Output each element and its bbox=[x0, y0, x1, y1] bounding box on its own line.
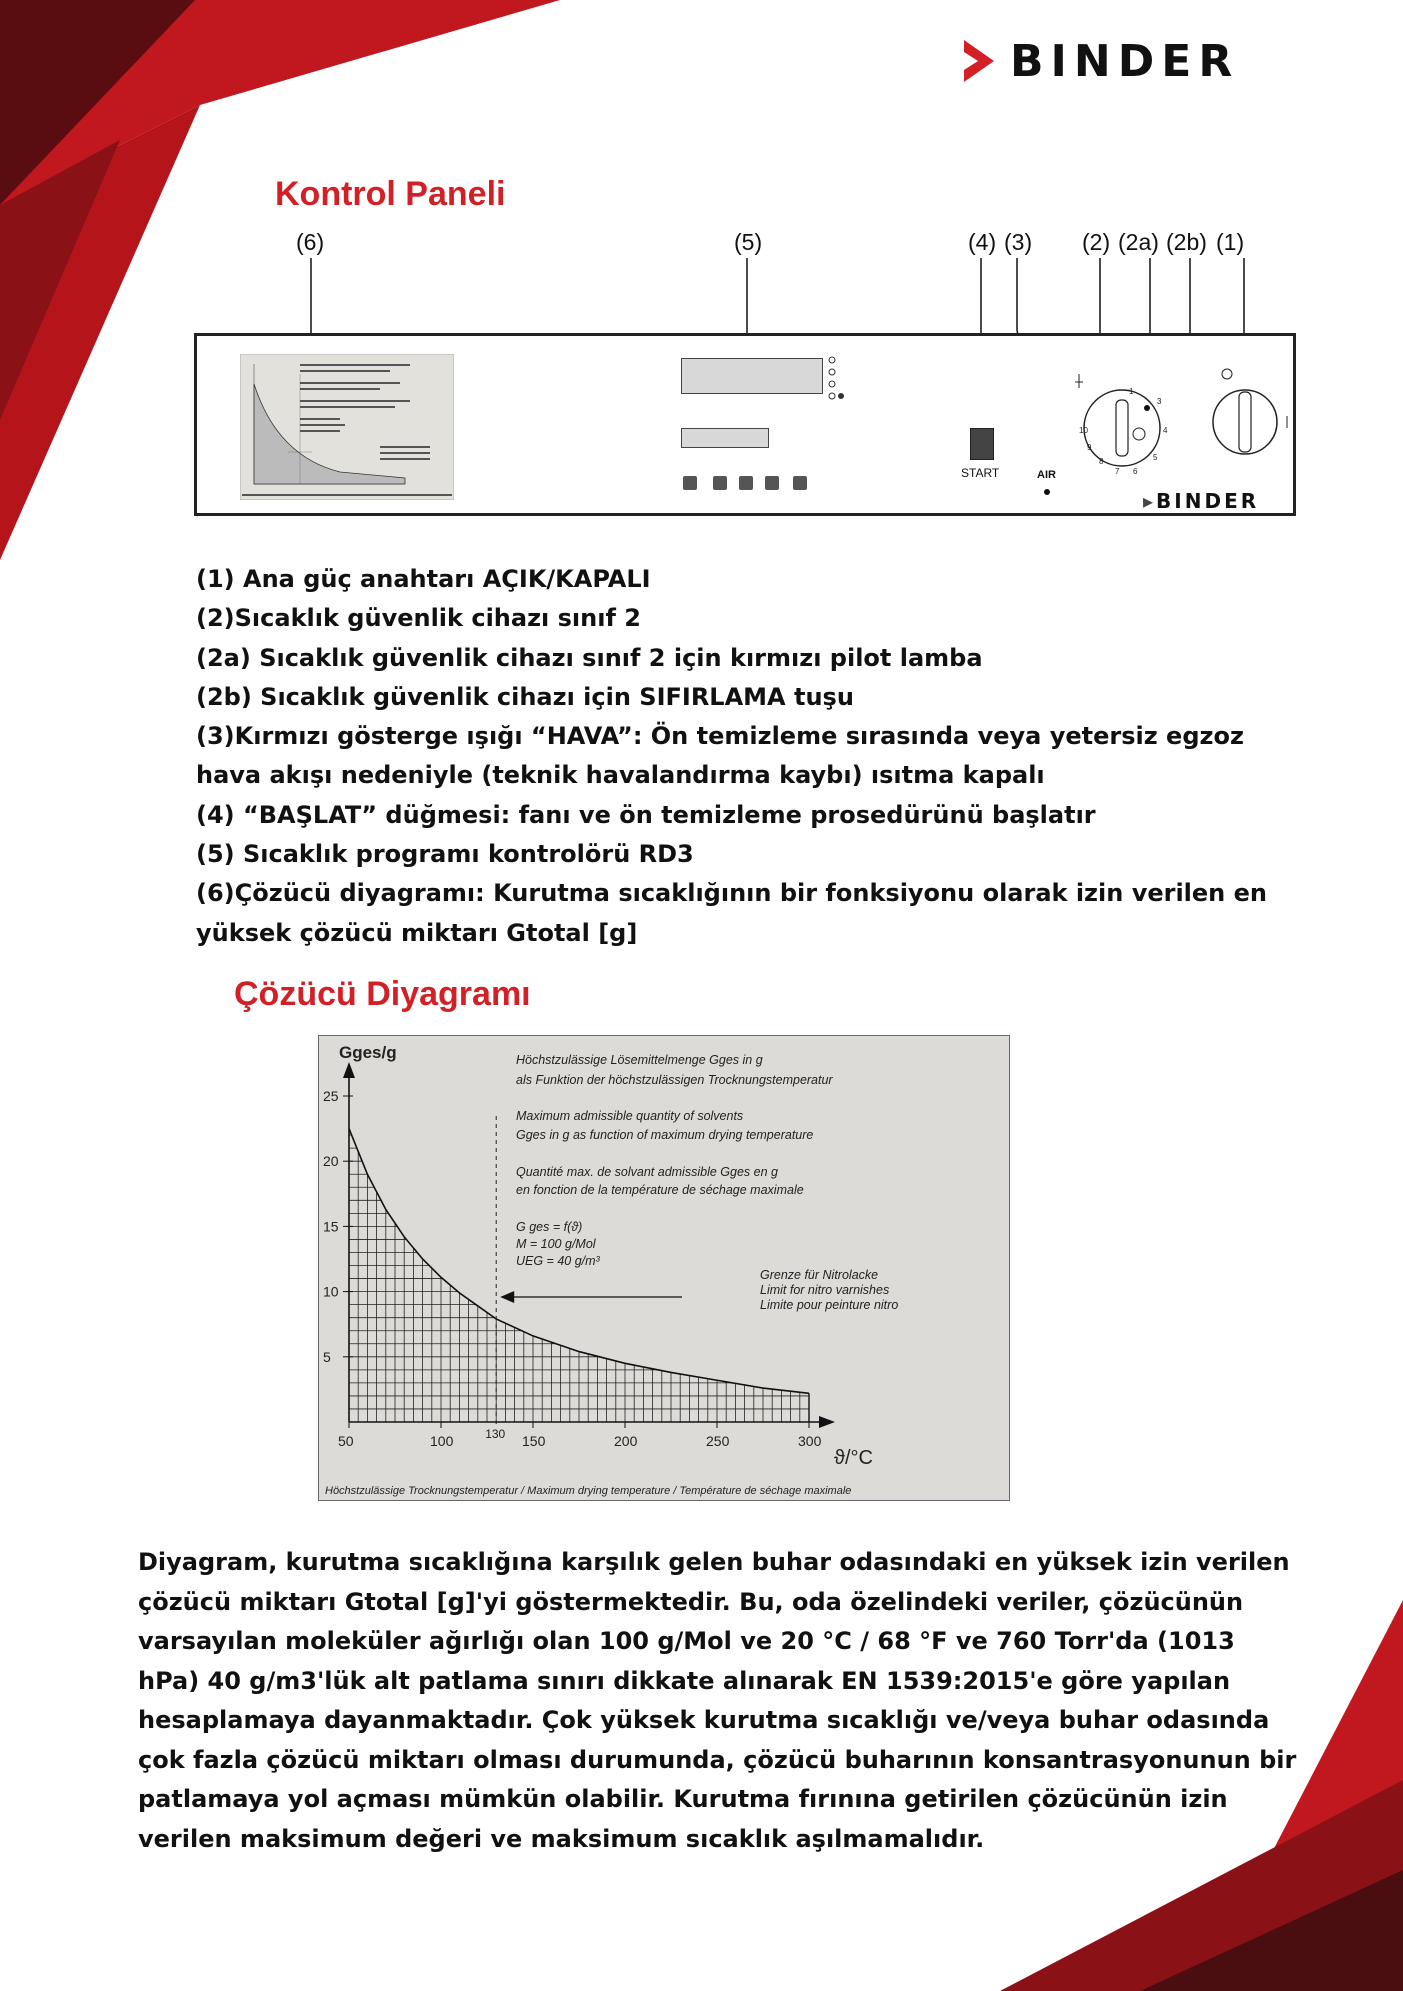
x-tick-label: 200 bbox=[614, 1433, 638, 1449]
x-tick-label: 100 bbox=[430, 1433, 454, 1449]
callout-5: (5) bbox=[734, 229, 763, 255]
x-tick-label: 300 bbox=[798, 1433, 822, 1449]
solvent-chart bbox=[319, 1036, 1011, 1502]
svg-text:6: 6 bbox=[1133, 467, 1138, 476]
y-tick-label: 20 bbox=[323, 1153, 339, 1170]
svg-text:10: 10 bbox=[1079, 426, 1088, 435]
annotation-en-2: Gges in g as function of maximum drying temperature bbox=[516, 1128, 814, 1142]
y-axis-label: Gges/g bbox=[339, 1043, 397, 1062]
annotation-fr-2: en fonction de la température de séchage maximale bbox=[516, 1183, 804, 1197]
temperature-safety-dial[interactable] bbox=[1057, 358, 1197, 488]
annotation-formula-2: M = 100 g/Mol bbox=[516, 1237, 596, 1251]
x-tick-label: 150 bbox=[522, 1433, 546, 1449]
x-tick-label: 50 bbox=[338, 1433, 354, 1449]
solvent-chart-thumbnail bbox=[240, 354, 454, 500]
controller-display-main bbox=[681, 358, 823, 394]
callout-3: (3) bbox=[1004, 229, 1033, 255]
brand-name: BINDER bbox=[1010, 35, 1240, 87]
legend-item: (6)Çözücü diyagramı: Kurutma sıcaklığının bir fonksiyonu olarak izin verilen en yüksek çözücü miktarı Gtotal [g] bbox=[196, 879, 1267, 947]
control-panel-legend bbox=[196, 560, 1296, 953]
annotation-nitro-1: Grenze für Nitrolacke bbox=[760, 1268, 879, 1282]
annotation-en-1: Maximum admissible quantity of solvents bbox=[516, 1109, 744, 1123]
chart-footer: Höchstzulässige Trocknungstemperatur / Maximum drying temperature / Température de séchage maximale bbox=[325, 1485, 852, 1497]
legend-item: (5) Sıcaklık programı kontrolörü RD3 bbox=[196, 840, 694, 869]
legend-item: (2)Sıcaklık güvenlik cihazı sınıf 2 bbox=[196, 604, 641, 633]
legend-item: (1) Ana güç anahtarı AÇIK/KAPALI bbox=[196, 565, 651, 593]
legend-item: (4) “BAŞLAT” düğmesi: fanı ve ön temizleme prosedürünü başlatır bbox=[196, 800, 1096, 829]
legend-item: (2b) Sıcaklık güvenlik cihazı için SIFIRLAMA tuşu bbox=[196, 682, 854, 711]
legend-item: (2a) Sıcaklık güvenlik cihazı sınıf 2 için kırmızı pilot lamba bbox=[196, 643, 983, 672]
legend-item: (3)Kırmızı gösterge ışığı “HAVA”: Ön temizleme sırasında veya yetersiz egzoz hava akışı nedeniyle (teknik havalandırma kaybı) ısıtma kapalı bbox=[196, 722, 1244, 790]
callout-1: (1) bbox=[1216, 229, 1245, 255]
x-axis-arrow bbox=[819, 1416, 835, 1428]
annotation-formula-3: UEG = 40 g/m³ bbox=[516, 1254, 600, 1268]
x-tick-label: 250 bbox=[706, 1433, 730, 1449]
start-button[interactable] bbox=[970, 428, 994, 460]
y-tick-label: 15 bbox=[323, 1218, 339, 1235]
main-power-switch[interactable] bbox=[1187, 366, 1297, 476]
solvent-diagram bbox=[318, 1035, 1010, 1501]
marker-label: 130 bbox=[485, 1427, 506, 1441]
controller-display-secondary bbox=[681, 428, 769, 448]
x-axis-label: ϑ/°C bbox=[834, 1447, 873, 1469]
svg-text:8: 8 bbox=[1099, 457, 1104, 466]
svg-text:3: 3 bbox=[1157, 397, 1162, 406]
callout-2b: (2b) bbox=[1166, 229, 1207, 255]
annotation-nitro-2: Limit for nitro varnishes bbox=[760, 1283, 890, 1297]
y-tick-label: 5 bbox=[323, 1348, 331, 1365]
nitro-arrow-head bbox=[500, 1291, 514, 1303]
callout-2: (2) bbox=[1082, 229, 1111, 255]
svg-text:9: 9 bbox=[1087, 443, 1092, 452]
y-tick-label: 10 bbox=[323, 1283, 339, 1300]
indicator-leds bbox=[827, 354, 847, 402]
solvent-diagram-heading: Çözücü Diyagramı bbox=[234, 975, 531, 1013]
svg-text:1: 1 bbox=[1129, 387, 1134, 396]
annotation-de-2: als Funktion der höchstzulässigen Trocknungstemperatur bbox=[516, 1073, 833, 1087]
callout-6: (6) bbox=[296, 229, 325, 255]
svg-text:5: 5 bbox=[1153, 453, 1158, 462]
callout-2a: (2a) bbox=[1118, 229, 1159, 255]
y-axis-arrow bbox=[343, 1062, 355, 1078]
svg-text:4: 4 bbox=[1163, 426, 1168, 435]
control-panel-illustration bbox=[194, 333, 1296, 516]
annotation-nitro-3: Limite pour peinture nitro bbox=[760, 1298, 899, 1312]
panel-brand: ▸BINDER bbox=[1143, 489, 1260, 513]
air-indicator-light bbox=[1044, 489, 1050, 495]
y-tick-label: 25 bbox=[323, 1088, 339, 1104]
annotation-formula-1: G ges = f(ϑ) bbox=[516, 1220, 583, 1234]
controller-buttons[interactable] bbox=[683, 474, 813, 494]
start-label: START bbox=[961, 466, 1000, 480]
annotation-fr-1: Quantité max. de solvant admissible Gges en g bbox=[516, 1165, 778, 1179]
svg-text:7: 7 bbox=[1115, 467, 1120, 476]
diagram-description: Diyagram, kurutma sıcaklığına karşılık gelen buhar odasındaki en yüksek izin verilen çözücü miktarı Gtotal [g]'yi göstermektedir. Bu, oda özelindeki veriler, çözücünün varsayılan moleküler ağırlığı olan 100 g/Mol ve 20 °C / 68 °F ve 760 Torr'da (1013 hPa) 40 g/m3'lük alt patlama sınırı dikkate alınarak EN 1539:2015'e göre yapılan hesaplamaya dayanmaktadır. Çok yüksek kurutma sıcaklığı ve/veya buhar odasında çok fazla çözücü miktarı olması durumunda, çözücü buharının konsantrasyonunun bir patlamaya yol açması mümkün olabilir. Kurutma fırınına getirilen çözücünün izin verilen maksimum değeri ve maksimum sıcaklık aşılmamalıdır. bbox=[138, 1548, 1297, 1853]
annotation-de-1: Höchstzulässige Lösemittelmenge Gges in g bbox=[516, 1053, 763, 1067]
control-panel-heading: Kontrol Paneli bbox=[275, 175, 506, 213]
air-label: AIR bbox=[1037, 469, 1056, 481]
callout-4: (4) bbox=[968, 229, 997, 255]
